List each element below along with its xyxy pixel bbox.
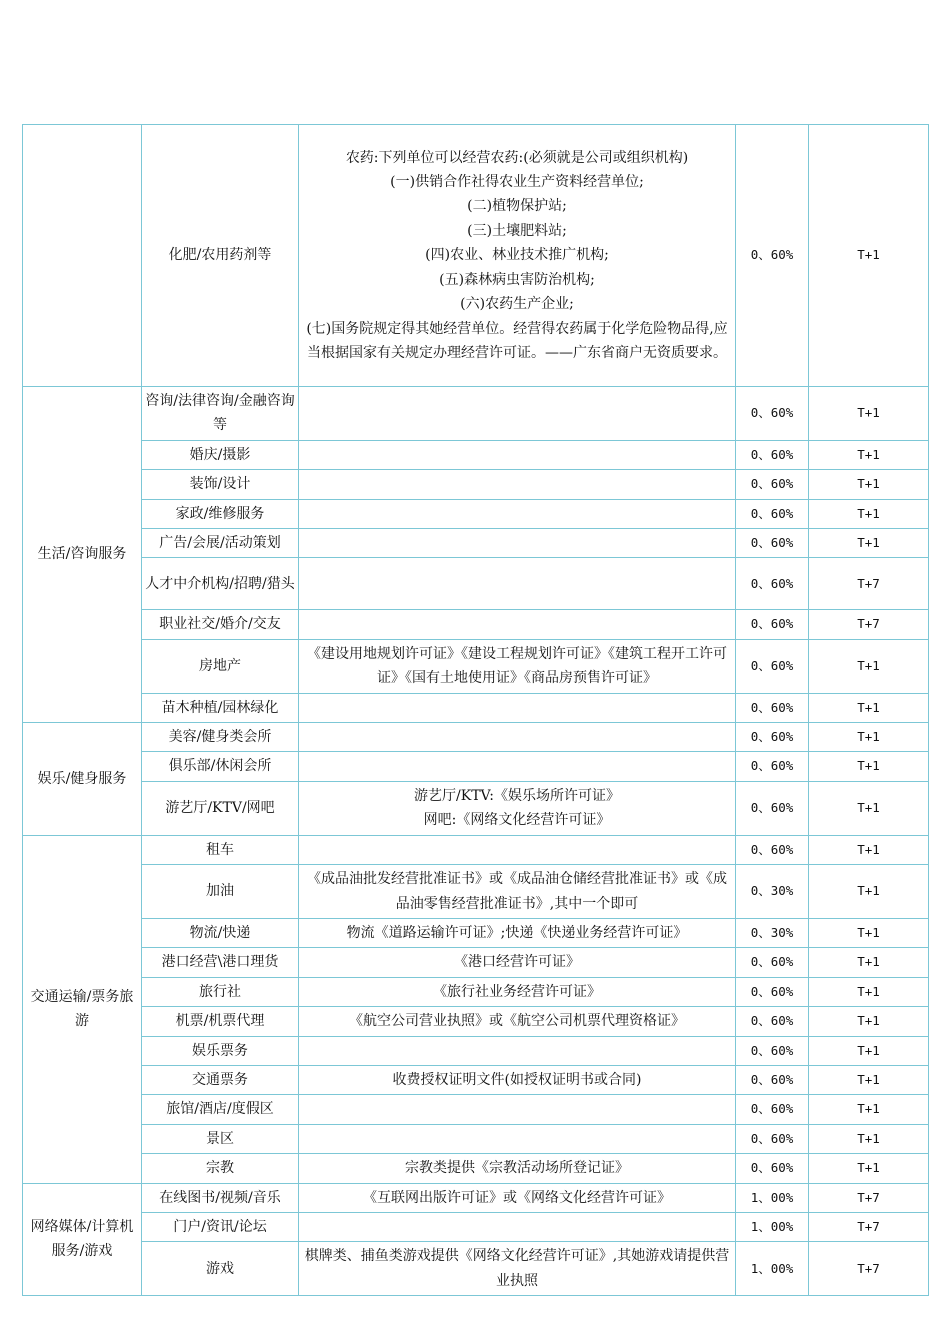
settlement-cell: T+1 bbox=[809, 125, 929, 387]
table-row bbox=[23, 1036, 929, 1065]
settlement-cell: T+1 bbox=[809, 387, 929, 441]
requirement-cell: 宗教类提供《宗教活动场所登记证》 bbox=[299, 1154, 736, 1183]
subcategory-cell: 美容/健身类会所 bbox=[142, 723, 299, 752]
subcategory-cell: 游戏 bbox=[142, 1242, 299, 1296]
settlement-cell: T+7 bbox=[809, 558, 929, 610]
rate-cell: 0、30% bbox=[736, 918, 809, 947]
rate-cell: 0、60% bbox=[736, 1124, 809, 1153]
requirement-cell bbox=[299, 529, 736, 558]
rate-cell: 0、60% bbox=[736, 529, 809, 558]
requirement-cell: 物流《道路运输许可证》;快递《快递业务经营许可证》 bbox=[299, 918, 736, 947]
table-row bbox=[23, 387, 929, 441]
table-row bbox=[23, 1154, 929, 1183]
table-row bbox=[23, 918, 929, 947]
table-row bbox=[23, 125, 929, 387]
requirement-cell bbox=[299, 470, 736, 499]
settlement-cell: T+7 bbox=[809, 610, 929, 639]
requirement-cell bbox=[299, 781, 736, 835]
subcategory-cell: 物流/快递 bbox=[142, 918, 299, 947]
rate-cell: 0、60% bbox=[736, 440, 809, 469]
requirement-cell bbox=[299, 1095, 736, 1124]
table-row bbox=[23, 639, 929, 693]
rate-cell: 0、60% bbox=[736, 499, 809, 528]
table-row bbox=[23, 1065, 929, 1094]
subcategory-cell: 游艺厅/KTV/网吧 bbox=[142, 781, 299, 835]
requirement-line: (五)森林病虫害防治机构; bbox=[439, 271, 595, 288]
subcategory-cell: 加油 bbox=[142, 865, 299, 919]
rate-cell: 0、60% bbox=[736, 752, 809, 781]
requirement-cell: 《互联网出版许可证》或《网络文化经营许可证》 bbox=[299, 1183, 736, 1212]
rate-cell: 0、60% bbox=[736, 1154, 809, 1183]
requirement-cell: 《成品油批发经营批准证书》或《成品油仓储经营批准证书》或《成品油零售经营批准证书》,其中一个即可 bbox=[299, 865, 736, 919]
requirement-cell bbox=[299, 610, 736, 639]
requirement-cell bbox=[299, 499, 736, 528]
category-cell: 交通运输/票务旅游 bbox=[23, 835, 142, 1183]
table-row bbox=[23, 693, 929, 722]
subcategory-cell: 咨询/法律咨询/金融咨询等 bbox=[142, 387, 299, 441]
settlement-cell: T+7 bbox=[809, 1242, 929, 1296]
table-row bbox=[23, 835, 929, 864]
rate-cell: 1、00% bbox=[736, 1242, 809, 1296]
table-row bbox=[23, 1212, 929, 1241]
category-cell: 娱乐/健身服务 bbox=[23, 723, 142, 836]
rate-cell: 0、60% bbox=[736, 977, 809, 1006]
subcategory-cell: 租车 bbox=[142, 835, 299, 864]
rate-cell: 0、30% bbox=[736, 865, 809, 919]
subcategory-cell: 婚庆/摄影 bbox=[142, 440, 299, 469]
subcategory-cell: 景区 bbox=[142, 1124, 299, 1153]
subcategory-cell: 化肥/农用药剂等 bbox=[142, 125, 299, 387]
requirement-cell: 《建设用地规划许可证》《建设工程规划许可证》《建筑工程开工许可证》《国有土地使用证》《商品房预售许可证》 bbox=[299, 639, 736, 693]
requirement-cell bbox=[299, 1212, 736, 1241]
requirement-cell: 《港口经营许可证》 bbox=[299, 948, 736, 977]
rate-cell: 0、60% bbox=[736, 948, 809, 977]
subcategory-cell: 广告/会展/活动策划 bbox=[142, 529, 299, 558]
requirement-line: 游艺厅/KTV:《娱乐场所许可证》 bbox=[414, 787, 620, 804]
subcategory-cell: 宗教 bbox=[142, 1154, 299, 1183]
rate-cell: 0、60% bbox=[736, 1095, 809, 1124]
settlement-cell: T+1 bbox=[809, 440, 929, 469]
requirement-cell bbox=[299, 1124, 736, 1153]
requirement-line: (一)供销合作社得农业生产资料经营单位; bbox=[390, 174, 644, 191]
subcategory-cell: 交通票务 bbox=[142, 1065, 299, 1094]
category-cell bbox=[23, 125, 142, 387]
subcategory-cell: 装饰/设计 bbox=[142, 470, 299, 499]
settlement-cell: T+1 bbox=[809, 529, 929, 558]
subcategory-cell: 在线图书/视频/音乐 bbox=[142, 1183, 299, 1212]
rate-cell: 0、60% bbox=[736, 723, 809, 752]
requirement-cell bbox=[299, 558, 736, 610]
table-row bbox=[23, 558, 929, 610]
requirement-cell: 收费授权证明文件(如授权证明书或合同) bbox=[299, 1065, 736, 1094]
category-cell: 生活/咨询服务 bbox=[23, 387, 142, 723]
requirement-line: (六)农药生产企业; bbox=[460, 296, 574, 313]
table-row bbox=[23, 781, 929, 835]
requirement-cell bbox=[299, 125, 736, 387]
rate-cell: 0、60% bbox=[736, 470, 809, 499]
settlement-cell: T+1 bbox=[809, 1036, 929, 1065]
requirement-line: (三)土壤肥料站; bbox=[467, 222, 567, 239]
table-row bbox=[23, 1183, 929, 1212]
requirement-line: 网吧:《网络文化经营许可证》 bbox=[423, 812, 611, 829]
settlement-cell: T+1 bbox=[809, 752, 929, 781]
requirement-cell bbox=[299, 1036, 736, 1065]
settlement-cell: T+1 bbox=[809, 693, 929, 722]
requirement-cell bbox=[299, 723, 736, 752]
settlement-cell: T+1 bbox=[809, 918, 929, 947]
table-row bbox=[23, 610, 929, 639]
subcategory-cell: 家政/维修服务 bbox=[142, 499, 299, 528]
table-row bbox=[23, 948, 929, 977]
subcategory-cell: 门户/资讯/论坛 bbox=[142, 1212, 299, 1241]
subcategory-cell: 俱乐部/休闲会所 bbox=[142, 752, 299, 781]
rate-cell: 0、60% bbox=[736, 1065, 809, 1094]
subcategory-cell: 房地产 bbox=[142, 639, 299, 693]
merchant-rate-table bbox=[22, 124, 929, 1296]
table-row bbox=[23, 865, 929, 919]
requirement-cell: 《旅行社业务经营许可证》 bbox=[299, 977, 736, 1006]
subcategory-cell: 旅行社 bbox=[142, 977, 299, 1006]
subcategory-cell: 人才中介机构/招聘/猎头 bbox=[142, 558, 299, 610]
subcategory-cell: 机票/机票代理 bbox=[142, 1007, 299, 1036]
settlement-cell: T+1 bbox=[809, 1007, 929, 1036]
settlement-cell: T+1 bbox=[809, 835, 929, 864]
category-cell: 网络媒体/计算机服务/游戏 bbox=[23, 1183, 142, 1296]
requirement-line: (二)植物保护站; bbox=[467, 198, 567, 215]
subcategory-cell: 职业社交/婚介/交友 bbox=[142, 610, 299, 639]
requirement-cell: 棋牌类、捕鱼类游戏提供《网络文化经营许可证》,其她游戏请提供营业执照 bbox=[299, 1242, 736, 1296]
rate-cell: 1、00% bbox=[736, 1212, 809, 1241]
settlement-cell: T+1 bbox=[809, 948, 929, 977]
rate-cell: 0、60% bbox=[736, 558, 809, 610]
subcategory-cell: 港口经营\港口理货 bbox=[142, 948, 299, 977]
requirement-cell: 《航空公司营业执照》或《航空公司机票代理资格证》 bbox=[299, 1007, 736, 1036]
rate-cell: 0、60% bbox=[736, 125, 809, 387]
settlement-cell: T+1 bbox=[809, 1065, 929, 1094]
rate-cell: 0、60% bbox=[736, 1036, 809, 1065]
settlement-cell: T+1 bbox=[809, 1154, 929, 1183]
rate-cell: 0、60% bbox=[736, 610, 809, 639]
subcategory-cell: 苗木种植/园林绿化 bbox=[142, 693, 299, 722]
settlement-cell: T+7 bbox=[809, 1212, 929, 1241]
settlement-cell: T+1 bbox=[809, 639, 929, 693]
requirement-cell bbox=[299, 693, 736, 722]
rate-cell: 0、60% bbox=[736, 693, 809, 722]
settlement-cell: T+7 bbox=[809, 1183, 929, 1212]
settlement-cell: T+1 bbox=[809, 865, 929, 919]
requirement-line: 农药:下列单位可以经营农药:(必须就是公司或组织机构) bbox=[345, 149, 689, 166]
table-row bbox=[23, 470, 929, 499]
table-row bbox=[23, 440, 929, 469]
settlement-cell: T+1 bbox=[809, 1124, 929, 1153]
rate-cell: 0、60% bbox=[736, 1007, 809, 1036]
table-row bbox=[23, 1007, 929, 1036]
table-row bbox=[23, 499, 929, 528]
table-row bbox=[23, 1124, 929, 1153]
requirement-cell bbox=[299, 387, 736, 441]
requirement-cell bbox=[299, 835, 736, 864]
subcategory-cell: 娱乐票务 bbox=[142, 1036, 299, 1065]
table-row bbox=[23, 723, 929, 752]
table-row bbox=[23, 1095, 929, 1124]
rate-cell: 0、60% bbox=[736, 387, 809, 441]
settlement-cell: T+1 bbox=[809, 470, 929, 499]
table-row bbox=[23, 752, 929, 781]
settlement-cell: T+1 bbox=[809, 499, 929, 528]
requirement-line: (七)国务院规定得其她经营单位。经营得农药属于化学危险物品得,应当根据国家有关规定办理经营许可证。——广东省商户无资质要求。 bbox=[306, 320, 728, 361]
rate-cell: 0、60% bbox=[736, 835, 809, 864]
table-row bbox=[23, 977, 929, 1006]
requirement-line: (四)农业、林业技术推广机构; bbox=[425, 247, 609, 264]
settlement-cell: T+1 bbox=[809, 1095, 929, 1124]
settlement-cell: T+1 bbox=[809, 781, 929, 835]
rate-cell: 1、00% bbox=[736, 1183, 809, 1212]
settlement-cell: T+1 bbox=[809, 723, 929, 752]
table-row bbox=[23, 529, 929, 558]
requirement-cell bbox=[299, 752, 736, 781]
table-row bbox=[23, 1242, 929, 1296]
rate-cell: 0、60% bbox=[736, 781, 809, 835]
settlement-cell: T+1 bbox=[809, 977, 929, 1006]
requirement-cell bbox=[299, 440, 736, 469]
subcategory-cell: 旅馆/酒店/度假区 bbox=[142, 1095, 299, 1124]
rate-cell: 0、60% bbox=[736, 639, 809, 693]
